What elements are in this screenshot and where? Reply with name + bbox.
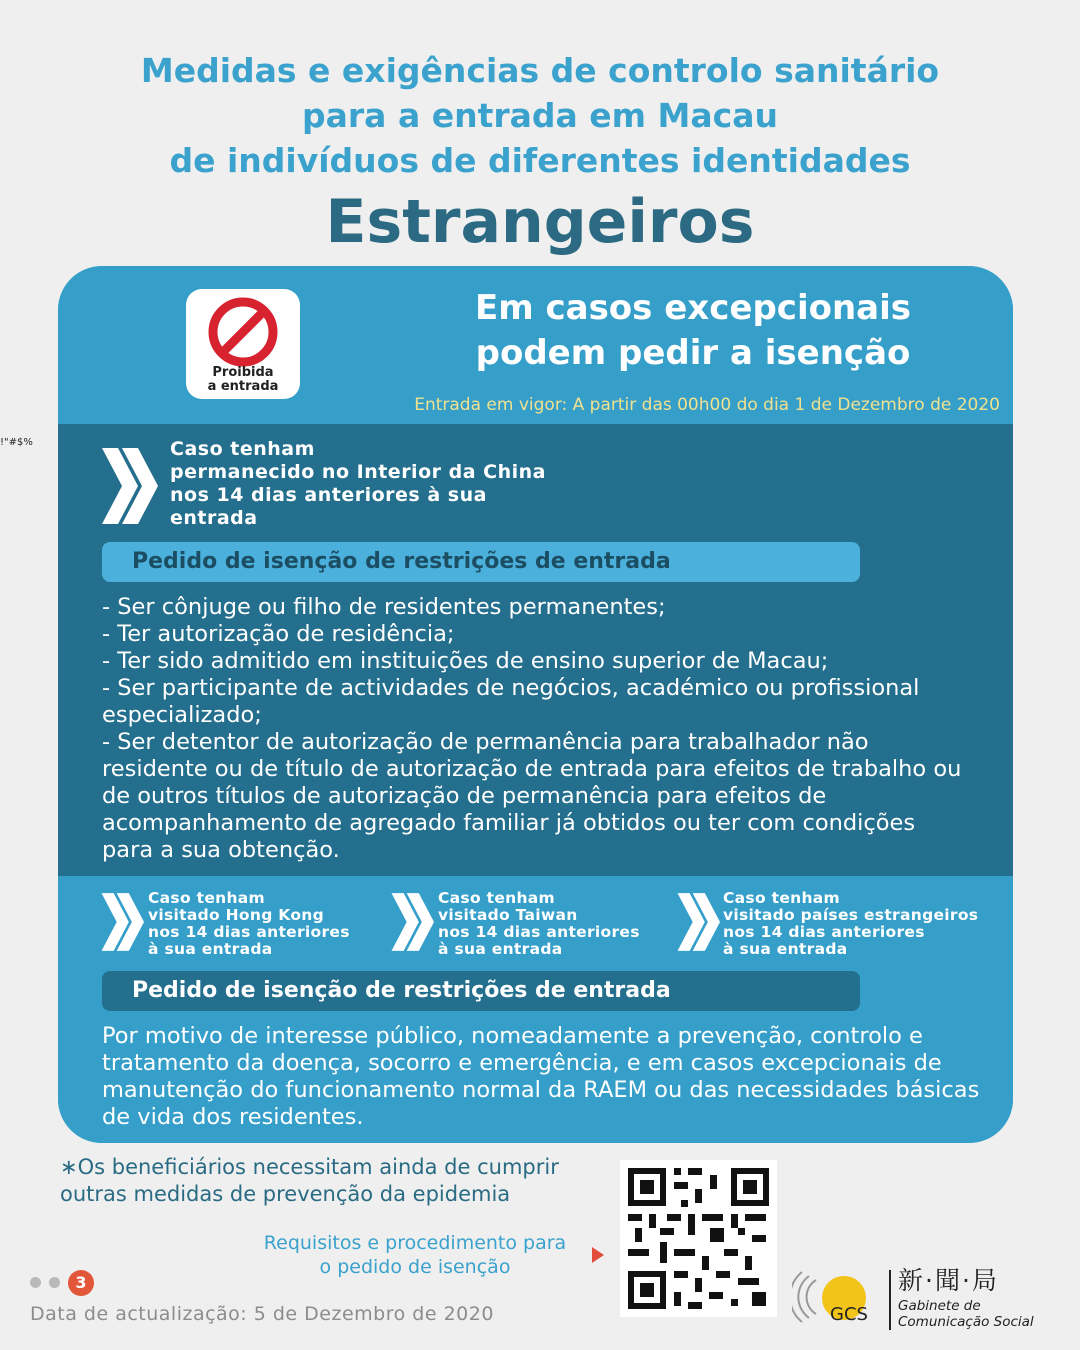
exception-headline: Em casos excepcionais podem pedir a isenção <box>474 288 911 373</box>
no-entry-icon <box>206 295 280 369</box>
title-line-1: Medidas e exigências de controlo sanitário <box>140 51 940 90</box>
page-dot[interactable] <box>49 1277 60 1288</box>
qr-code-image <box>620 1160 777 1317</box>
requirement-item: - Ter autorização de residência; <box>102 621 455 647</box>
logo-divider <box>889 1270 891 1330</box>
public-interest-reason: Por motivo de interesse público, nomeadamente a prevenção, controlo e tratamento da doença, socorro e emergência, e em casos excepcionais de manutenção do funcionamento normal da RAEM ou das necessidades básicas de vida dos residentes. <box>102 1023 980 1130</box>
double-chevron-icon <box>676 888 720 956</box>
case-mainland-china: Caso tenham permanecido no Interior da China nos 14 dias anteriores à sua entrada <box>170 438 546 529</box>
double-chevron-icon <box>390 888 434 956</box>
exemption-request-label <box>102 542 860 582</box>
case-taiwan: Caso tenham visitado Taiwan nos 14 dias anteriores à sua entrada <box>438 889 640 958</box>
entry-prohibited-label: Proibida a entrada <box>207 365 279 394</box>
case-foreign-countries: Caso tenham visitado países estrangeiros nos 14 dias anteriores à sua entrada <box>723 889 979 958</box>
double-chevron-icon <box>100 446 158 526</box>
requirements-link[interactable]: Requisitos e procedimento para o pedido de isenção <box>263 1232 567 1278</box>
gcs-logo <box>792 1262 888 1334</box>
beneficiaries-note: ∗Os beneficiários necessitam ainda de cumprir outras medidas de prevenção da epidemia <box>60 1155 559 1206</box>
subject-heading: Estrangeiros <box>325 187 755 257</box>
requirement-item: - Ter sido admitido em instituições de ensino superior de Macau; <box>102 648 829 674</box>
exemption-request-label-2 <box>102 971 860 1011</box>
page-dot[interactable] <box>30 1277 41 1288</box>
double-chevron-icon <box>100 888 144 956</box>
exemption-card <box>58 266 1013 1143</box>
exemption-request-text: Pedido de isenção de restrições de entrada <box>132 549 671 574</box>
gcs-logo-mark: GCS <box>830 1304 868 1325</box>
requirement-item: - Ser participante de actividades de negócios, académico ou profissional especializado; <box>102 675 927 728</box>
gcs-chinese-name: 新·聞·局 <box>898 1266 999 1295</box>
entry-prohibited-badge <box>186 289 300 399</box>
requirement-item: - Ser detentor de autorização de permanência para trabalhador não residente ou de título de autorização de entrada para efeitos de trabalho ou de outros títulos de autorização de permanência para efeitos de acompanhamento de agregado familiar já obtidos ou ter com condições para a sua obtenção. <box>102 729 969 863</box>
play-arrow-icon <box>592 1247 604 1263</box>
requirements-list <box>102 594 972 864</box>
page-title <box>0 48 1080 183</box>
update-date: Data de actualização: 5 de Dezembro de 2020 <box>30 1303 494 1325</box>
requirement-item: - Ser cônjuge ou filho de residentes permanentes; <box>102 594 666 620</box>
case-hong-kong: Caso tenham visitado Hong Kong nos 14 dias anteriores à sua entrada <box>148 889 350 958</box>
title-line-2: para a entrada em Macau <box>302 96 778 135</box>
gcs-portuguese-name: Gabinete de Comunicação Social <box>898 1298 1034 1330</box>
exemption-request-text-2: Pedido de isenção de restrições de entrada <box>132 978 671 1003</box>
stray-text: !"#$% <box>0 437 33 448</box>
current-page-badge[interactable]: 3 <box>68 1270 94 1296</box>
effective-date: Entrada em vigor: A partir das 00h00 do dia 1 de Dezembro de 2020 <box>414 395 1000 415</box>
title-line-3: de indivíduos de diferentes identidades <box>169 141 911 180</box>
qr-code[interactable] <box>620 1160 777 1317</box>
